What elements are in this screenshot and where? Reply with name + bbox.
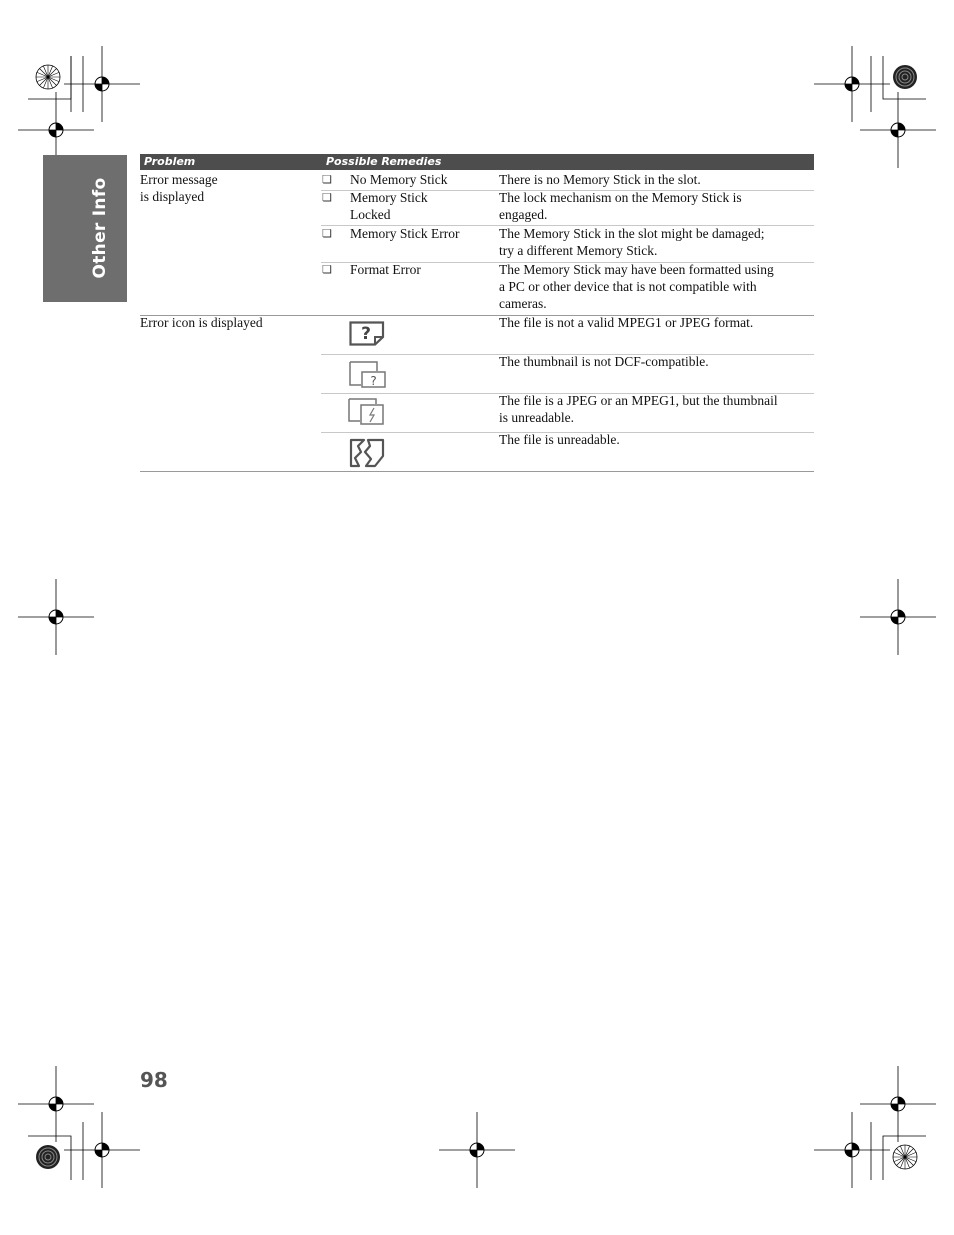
remedy-line: The lock mechanism on the Memory Stick is <box>499 190 742 205</box>
remedy-text <box>499 261 774 312</box>
checkbox-icon: ❏ <box>322 192 332 204</box>
problem-line: is displayed <box>140 189 205 204</box>
message-line: Locked <box>350 207 391 222</box>
invalid-file-question-icon <box>349 321 385 346</box>
remedy-line: try a different Memory Stick. <box>499 243 658 258</box>
remedy-text: The thumbnail is not DCF-compatible. <box>499 354 709 369</box>
table-bottom-rule <box>140 471 814 472</box>
remedy-line: The Memory Stick in the slot might be damaged; <box>499 226 765 241</box>
problem-error-icon: Error icon is displayed <box>140 315 263 330</box>
remedy-line: a PC or other device that is not compatible with <box>499 279 757 294</box>
checkbox-icon: ❏ <box>322 264 332 276</box>
page-number: 98 <box>140 1068 168 1092</box>
header-possible-remedies: Possible Remedies <box>326 155 442 168</box>
problem-line: Error message <box>140 172 218 187</box>
remedy-text: The file is unreadable. <box>499 432 620 447</box>
message-line: Memory Stick <box>350 190 428 205</box>
broken-file-icon <box>349 438 385 468</box>
remedy-text: There is no Memory Stick in the slot. <box>499 172 701 187</box>
checkbox-icon: ❏ <box>322 174 332 186</box>
remedy-line: The Memory Stick may have been formatted using <box>499 262 774 277</box>
remedy-line: The file is a JPEG or an MPEG1, but the thumbnail <box>499 393 778 408</box>
svg-text:?: ? <box>370 374 377 388</box>
svg-text:?: ? <box>361 324 371 344</box>
section-tab <box>43 155 127 302</box>
remedy-line: is unreadable. <box>499 410 574 425</box>
message-memory-stick-locked <box>350 189 428 223</box>
table-header <box>140 154 814 170</box>
thumbnail-question-icon <box>349 361 387 389</box>
remedy-text <box>499 392 778 426</box>
message-memory-stick-error: Memory Stick Error <box>350 226 460 241</box>
message-format-error: Format Error <box>350 262 421 277</box>
remedy-text <box>499 225 764 259</box>
thumbnail-broken-icon <box>348 398 386 426</box>
message-no-memory-stick: No Memory Stick <box>350 172 448 187</box>
section-tab-label: Other Info <box>90 177 110 279</box>
header-problem: Problem <box>144 155 196 168</box>
checkbox-icon: ❏ <box>322 228 332 240</box>
problem-error-message <box>140 171 218 205</box>
remedy-line: cameras. <box>499 296 547 311</box>
remedy-text: The file is not a valid MPEG1 or JPEG format. <box>499 315 754 330</box>
remedy-line: engaged. <box>499 207 548 222</box>
remedy-text <box>499 189 742 223</box>
